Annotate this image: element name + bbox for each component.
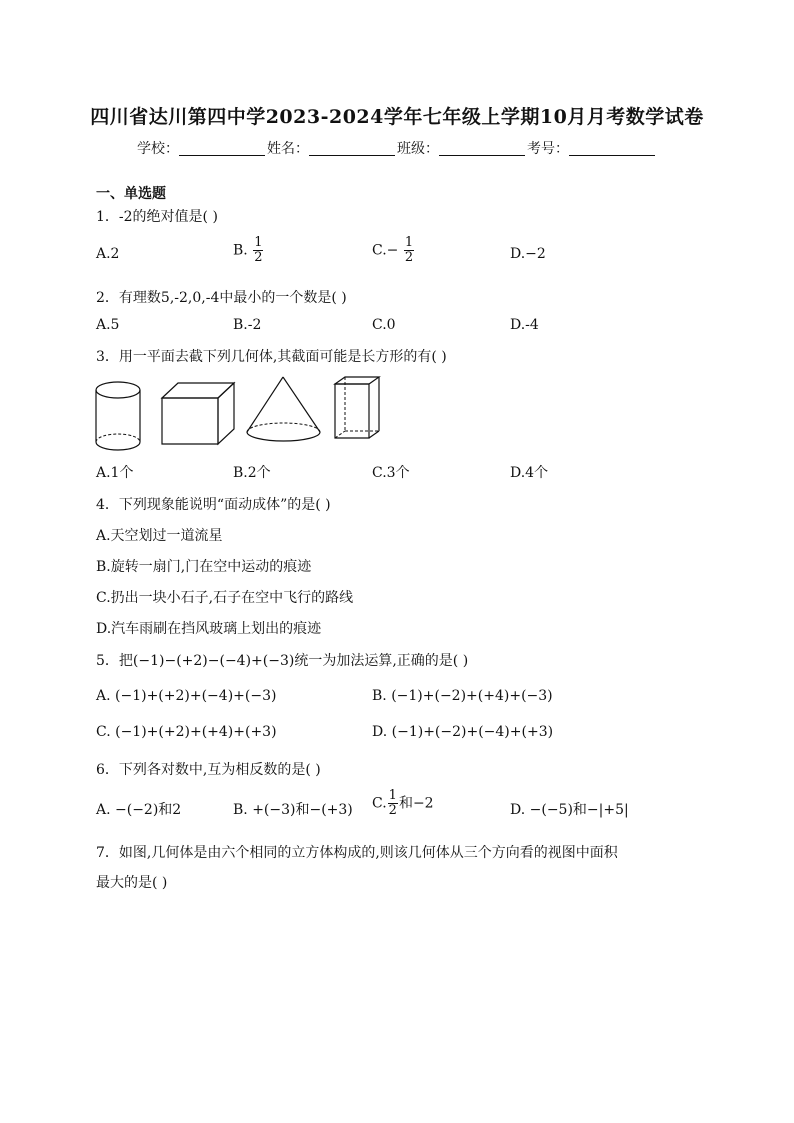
- question-2-option-b: B.-2: [233, 317, 262, 333]
- question-1-option-c: [372, 236, 415, 265]
- question-1-stem: 1．-2的绝对值是( ): [96, 209, 218, 225]
- prism-figure: [331, 374, 383, 442]
- option-b-prefix: B.: [233, 242, 248, 259]
- option-c-prefix: C.−: [372, 242, 399, 259]
- number-blank[interactable]: [569, 141, 655, 156]
- question-5-option-c: C. (−1)+(+2)+(+4)+(+3): [96, 724, 277, 740]
- question-4-option-a: A.天空划过一道流星: [96, 528, 223, 544]
- question-7-stem-line-1: 7．如图,几何体是由六个相同的立方体构成的,则该几何体从三个方向看的视图中面积: [96, 845, 618, 861]
- fraction: [253, 236, 263, 265]
- question-4-option-b: B.旋转一扇门,门在空中运动的痕迹: [96, 559, 312, 575]
- fraction-numerator: 1: [404, 235, 414, 250]
- fraction-denominator: 2: [388, 803, 397, 818]
- question-6-stem: 6．下列各对数中,互为相反数的是( ): [96, 762, 321, 778]
- question-5-option-d: D. (−1)+(−2)+(−4)+(+3): [372, 724, 554, 740]
- fraction-numerator: 1: [254, 235, 263, 250]
- question-4-option-d: D.汽车雨刷在挡风玻璃上划出的痕迹: [96, 621, 322, 637]
- class-blank[interactable]: [439, 141, 525, 156]
- cuboid-figure: [158, 380, 240, 448]
- name-label: 姓名：: [267, 141, 309, 157]
- fraction: [388, 789, 398, 818]
- number-label: 考号：: [527, 141, 569, 157]
- question-4-option-c: C.扔出一块小石子,石子在空中飞行的路线: [96, 590, 354, 606]
- name-blank[interactable]: [309, 141, 395, 156]
- question-6-option-d: D. −(−5)和−|+5|: [510, 802, 629, 818]
- question-3-option-a: A.1个: [96, 465, 134, 481]
- question-2-option-a: A.5: [96, 317, 120, 333]
- question-3-option-c: C.3个: [372, 465, 410, 481]
- fraction-numerator: 1: [388, 788, 397, 803]
- question-6-option-a: A. −(−2)和2: [96, 802, 182, 818]
- question-2-option-d: D.-4: [510, 317, 539, 333]
- cylinder-figure: [93, 380, 145, 454]
- option-c-prefix: C.: [372, 795, 387, 812]
- question-3-option-d: D.4个: [510, 465, 549, 481]
- page-title: 四川省达川第四中学2023-2024学年七年级上学期10月月考数学试卷: [90, 106, 704, 128]
- question-3-stem: 3．用一平面去截下列几何体,其截面可能是长方形的有( ): [96, 349, 447, 365]
- question-5-option-b: B. (−1)+(−2)+(+4)+(−3): [372, 688, 553, 704]
- question-1-option-a: A.2: [96, 246, 120, 262]
- question-2-option-c: C.0: [372, 317, 396, 333]
- section-heading: 一、单选题: [96, 186, 166, 202]
- question-5-stem: 5．把(−1)−(+2)−(−4)+(−3)统一为加法运算,正确的是( ): [96, 653, 469, 669]
- question-6-option-b: B. +(−3)和−(+3): [233, 802, 353, 818]
- student-info-line: [0, 138, 794, 158]
- cone-figure: [244, 374, 324, 446]
- question-5-option-a: A. (−1)+(+2)+(−4)+(−3): [96, 688, 277, 704]
- question-6-option-c: [372, 789, 434, 818]
- school-label: 学校：: [137, 141, 179, 157]
- fraction-denominator: 2: [404, 250, 414, 265]
- question-1-option-b: [233, 236, 264, 265]
- question-2-stem: 2．有理数5,-2,0,-4中最小的一个数是( ): [96, 290, 347, 306]
- fraction-denominator: 2: [254, 250, 263, 265]
- question-3-option-b: B.2个: [233, 465, 271, 481]
- question-1-option-d: D.−2: [510, 246, 546, 262]
- class-label: 班级：: [397, 141, 439, 157]
- school-blank[interactable]: [179, 141, 265, 156]
- option-c-suffix: 和−2: [398, 795, 434, 812]
- question-4-stem: 4．下列现象能说明“面动成体”的是( ): [96, 497, 331, 513]
- question-7-stem-line-2: 最大的是( ): [96, 875, 168, 891]
- fraction: [404, 236, 414, 265]
